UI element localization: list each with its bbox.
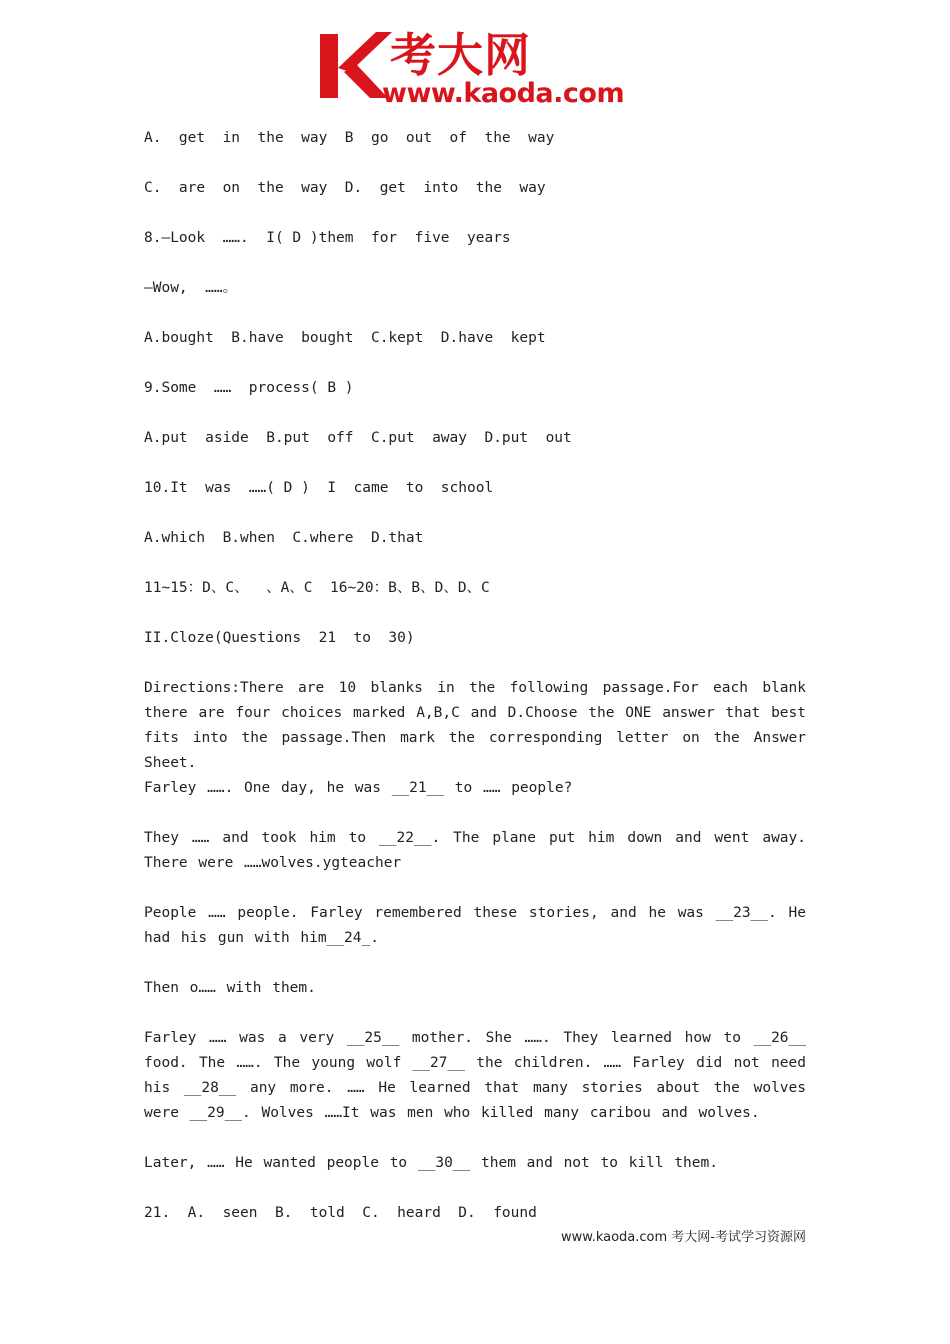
passage-paragraph: They …… and took him to __22__. The plane put him down and went away. There were ……wolves.ygteacher (144, 830, 806, 871)
passage-paragraph: People …… people. Farley remembered these stories, and he was __23__. He had his gun with him__24_. (144, 905, 806, 946)
question-9: 9.Some …… process( B ) (144, 380, 354, 396)
logo-chinese-text: 考大网 (390, 28, 531, 82)
text-line: —Wow, ……。 (144, 280, 238, 296)
question-8: 8.—Look ……. I( D )them for five years (144, 230, 511, 246)
kaoda-logo (318, 28, 648, 112)
text-line: A. get in the way B go out of the way (144, 130, 555, 146)
page-footer: www.kaoda.com 考大网-考试学习资源网 (561, 1230, 806, 1245)
question-10-options: A.which B.when C.where D.that (144, 530, 424, 546)
directions-paragraph: Directions:There are 10 blanks in the following passage.For each blank there are four choices marked A,B,C and D.Choose the ONE answer that best fits into the passage.Then mark the corresponding letter on the Answer Sheet. (144, 680, 806, 771)
passage-paragraph: Farley ……. One day, he was __21__ to …… people? (144, 780, 573, 796)
question-10: 10.It was ……( D ) I came to school (144, 480, 494, 496)
passage-paragraph: Farley …… was a very __25__ mother. She ……. They learned how to __26__ food. The ……. The young wolf __27__ the children. …… Farley did not need his __28__ any more. …… He learned that many stories about the wolves were __29__. Wolves ……It was men who killed many caribou and wolves. (144, 1030, 806, 1121)
answer-key: 11~15：D、C、 、A、C 16~20：B、B、D、D、C (144, 580, 490, 596)
question-21-options: 21. A. seen B. told C. heard D. found (144, 1205, 537, 1221)
logo-url-text: www.kaoda.com (382, 78, 625, 109)
text-line: C. are on the way D. get into the way (144, 180, 546, 196)
question-8-options: A.bought B.have bought C.kept D.have kept (144, 330, 546, 346)
section-heading: II.Cloze(Questions 21 to 30) (144, 630, 415, 646)
passage-paragraph: Then o…… with them. (144, 980, 316, 996)
passage-paragraph: Later, …… He wanted people to __30__ them and not to kill them. (144, 1155, 718, 1171)
question-9-options: A.put aside B.put off C.put away D.put out (144, 430, 572, 446)
